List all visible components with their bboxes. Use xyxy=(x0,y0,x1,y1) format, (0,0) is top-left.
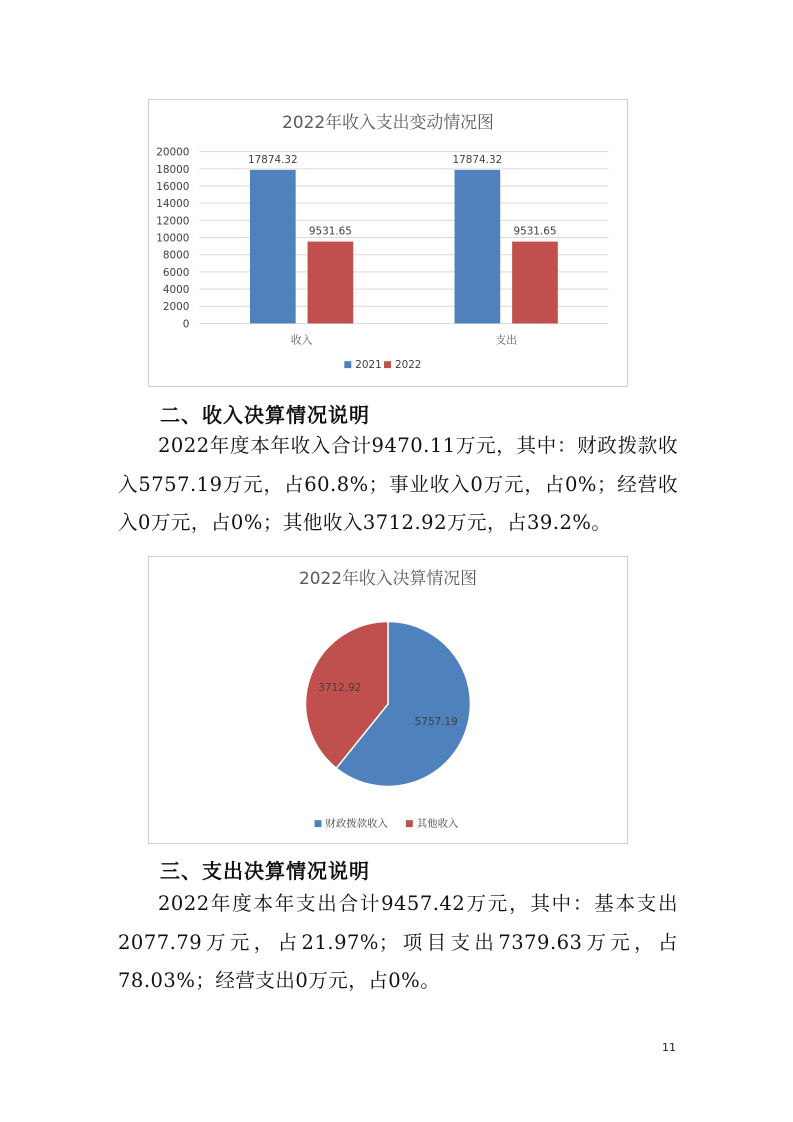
expense-section-heading: 三、支出决算情况说明 xyxy=(160,859,370,883)
legend-swatch-2021 xyxy=(344,361,351,368)
bar-data-label: 9531.65 xyxy=(308,225,352,238)
bar-2022-收入 xyxy=(308,242,354,324)
bar-data-label: 17874.32 xyxy=(247,153,298,166)
chart-title: 2022年收入支出变动情况图 xyxy=(282,111,494,132)
bar-2021-支出 xyxy=(455,170,501,324)
income-section-paragraph: 2022年度本年收入合计9470.11万元，其中：财政拨款收入5757.19万元，占60.8%；事业收入0万元，占0%；经营收入0万元，占0%；其他收入3712.92万元，占39.2%。 xyxy=(118,434,678,534)
x-category-label: 支出 xyxy=(495,333,518,347)
y-tick-label: 16000 xyxy=(156,180,190,193)
income-pie-chart xyxy=(148,556,628,844)
legend-label: 2022 xyxy=(394,359,422,372)
y-tick-label: 20000 xyxy=(156,146,190,159)
x-category-label: 收入 xyxy=(290,333,313,347)
legend-swatch-2022 xyxy=(384,361,391,368)
y-tick-label: 6000 xyxy=(162,266,190,279)
y-tick-label: 2000 xyxy=(162,301,190,314)
page-number: 11 xyxy=(662,1041,676,1054)
income-section-heading: 二、收入决算情况说明 xyxy=(160,403,370,427)
pie-chart-svg xyxy=(149,557,627,843)
y-tick-label: 10000 xyxy=(156,232,190,245)
chart-title: 2022年收入决算情况图 xyxy=(299,567,477,588)
bar-2021-收入 xyxy=(250,170,296,324)
income-expense-bar-chart xyxy=(148,99,628,387)
bar-data-label: 17874.32 xyxy=(452,153,503,166)
legend-swatch-2 xyxy=(406,820,413,827)
bar-data-label: 9531.65 xyxy=(513,225,557,238)
bar-2022-支出 xyxy=(512,242,558,324)
legend-swatch-1 xyxy=(315,820,322,827)
y-tick-label: 12000 xyxy=(156,215,190,228)
y-tick-label: 18000 xyxy=(156,163,190,176)
legend-label: 2021 xyxy=(355,359,382,372)
pie-data-label: 3712.92 xyxy=(318,681,362,694)
y-tick-label: 8000 xyxy=(162,249,190,262)
y-tick-label: 14000 xyxy=(156,198,190,211)
y-tick-label: 0 xyxy=(182,318,190,331)
expense-section-paragraph: 2022年度本年支出合计9457.42万元，其中：基本支出2077.79万元，占21.97%；项目支出7379.63万元，占78.03%；经营支出0万元，占0%。 xyxy=(118,892,678,992)
y-tick-label: 4000 xyxy=(162,284,190,297)
legend-label: 其他收入 xyxy=(416,818,459,831)
legend-label: 财政拨款收入 xyxy=(325,818,388,831)
pie-data-label: 5757.19 xyxy=(414,715,458,728)
bar-chart-svg xyxy=(149,100,627,386)
